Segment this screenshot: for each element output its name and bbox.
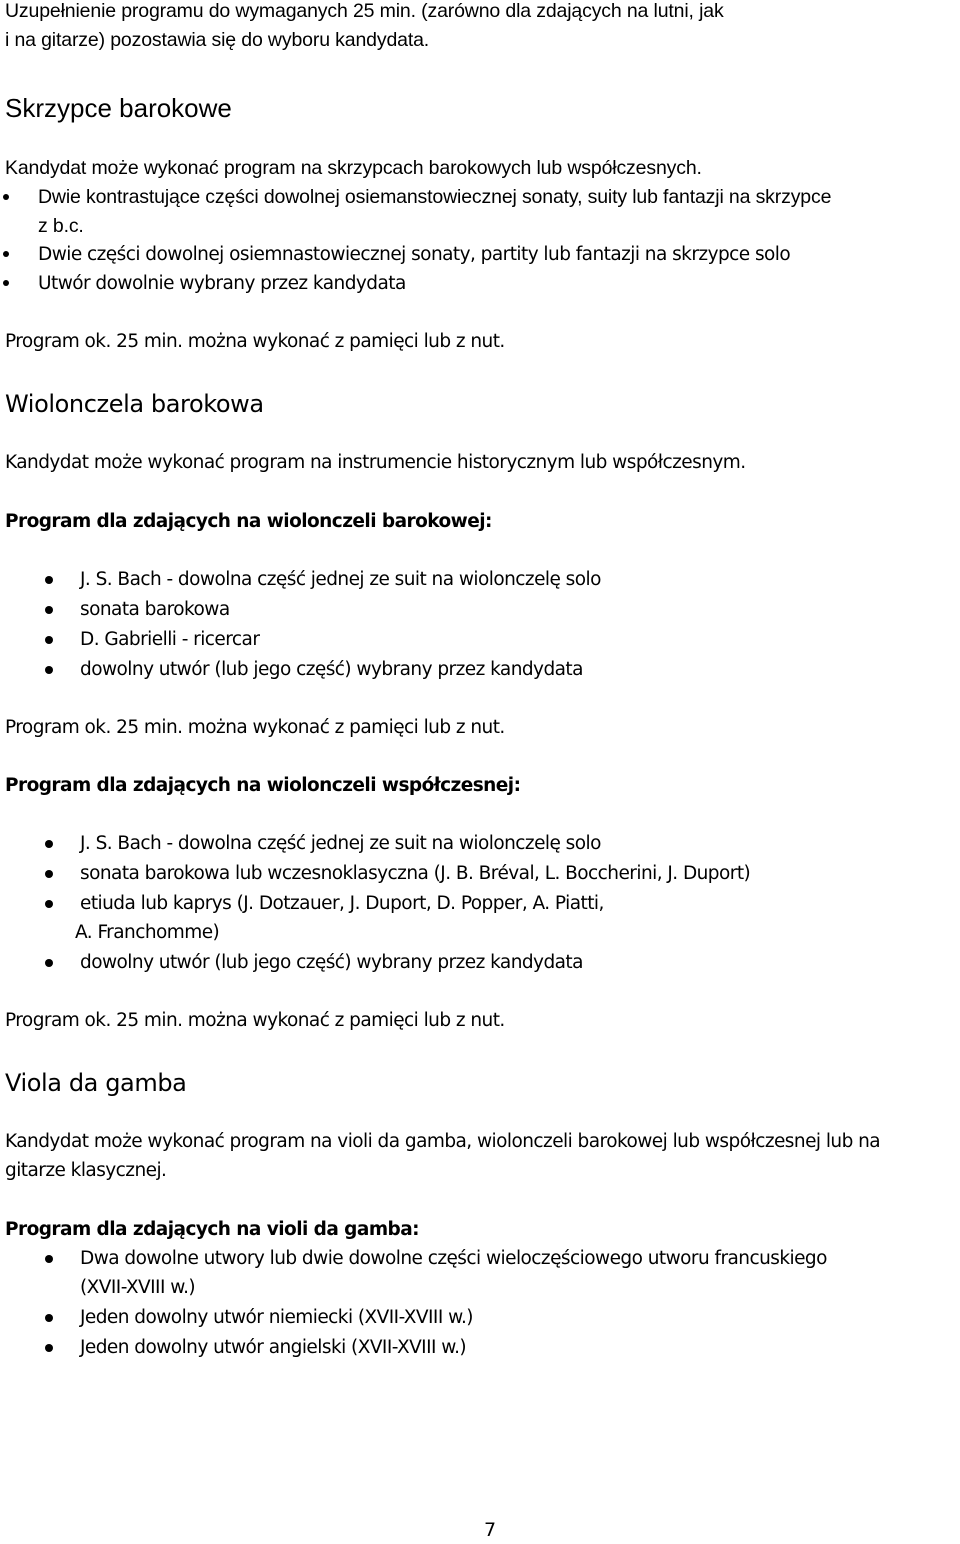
skrzypce-item-3: Utwór dowolnie wybrany przez kandydata [38,269,406,298]
wiol-barokowa-note: Program ok. 25 min. można wykonać z pamięci lub z nut. [5,717,505,738]
skrzypce-item-1-cont: z b.c. [38,215,84,237]
page-number: 7 [484,1519,497,1541]
gamba-lead-line-1: Kandydat może wykonać program na violi da gamba, wiolonczeli barokowej lub współczesnej lub na [5,1131,881,1152]
wiol-barokowa-item-1: J. S. Bach - dowolna część jednej ze suit na wiolonczelę solo [80,565,601,594]
skrzypce-lead: Kandydat może wykonać program na skrzypcach barokowych lub współczesnych. [5,157,702,179]
gamba-item-1: Dwa dowolne utwory lub dwie dowolne części wieloczęściowego utworu francuskiego [80,1244,827,1273]
section-heading-skrzypce: Skrzypce barokowe [5,93,232,123]
wiol-wspolczesna-item-1: J. S. Bach - dowolna część jednej ze suit na wiolonczelę solo [80,829,601,858]
wiolonczela-barokowa-heading: Program dla zdających na wiolonczeli barokowej: [5,511,492,532]
section-heading-wiolonczela: Wiolonczela barokowa [5,390,264,418]
skrzypce-note: Program ok. 25 min. można wykonać z pamięci lub z nut. [5,331,505,352]
section-heading-gamba: Viola da gamba [5,1069,187,1097]
gamba-program-heading: Program dla zdających na violi da gamba: [5,1219,420,1240]
wiol-barokowa-item-4: dowolny utwór (lub jego część) wybrany przez kandydata [80,655,583,684]
intro-line-2: i na gitarze) pozostawia się do wyboru kandydata. [5,29,430,51]
gamba-item-3: Jeden dowolny utwór angielski (XVII-XVIII w.) [80,1333,466,1362]
gamba-item-2: Jeden dowolny utwór niemiecki (XVII-XVIII w.) [80,1303,473,1332]
intro-line-1: Uzupełnienie programu do wymaganych 25 min. (zarówno dla zdających na lutni, jak [5,0,724,22]
wiol-wspolczesna-item-2: sonata barokowa lub wczesnoklasyczna (J. B. Bréval, L. Boccherini, J. Duport) [80,859,750,888]
wiol-wspolczesna-item-4: dowolny utwór (lub jego część) wybrany przez kandydata [80,948,583,977]
gamba-lead-line-2: gitarze klasycznej. [5,1160,167,1181]
gamba-item-1-cont: (XVII-XVIII w.) [80,1277,196,1298]
wiol-barokowa-item-3: D. Gabrielli - ricercar [80,625,259,654]
wiol-wspolczesna-item-3: etiuda lub kaprys (J. Dotzauer, J. Duport, D. Popper, A. Piatti, [80,889,604,918]
wiol-barokowa-item-2: sonata barokowa [80,595,230,624]
wiol-wspolczesna-item-3-cont: A. Franchomme) [75,922,220,943]
wiol-wspolczesna-note: Program ok. 25 min. można wykonać z pamięci lub z nut. [5,1010,505,1031]
wiolonczela-lead: Kandydat może wykonać program na instrumencie historycznym lub współczesnym. [5,452,746,473]
skrzypce-item-1: Dwie kontrastujące części dowolnej osiemanstowiecznej sonaty, suity lub fantazji na skrzypce [38,183,831,212]
wiolonczela-wspolczesna-heading: Program dla zdających na wiolonczeli współczesnej: [5,775,521,796]
skrzypce-item-2: Dwie części dowolnej osiemnastowiecznej sonaty, partity lub fantazji na skrzypce solo [38,240,790,269]
